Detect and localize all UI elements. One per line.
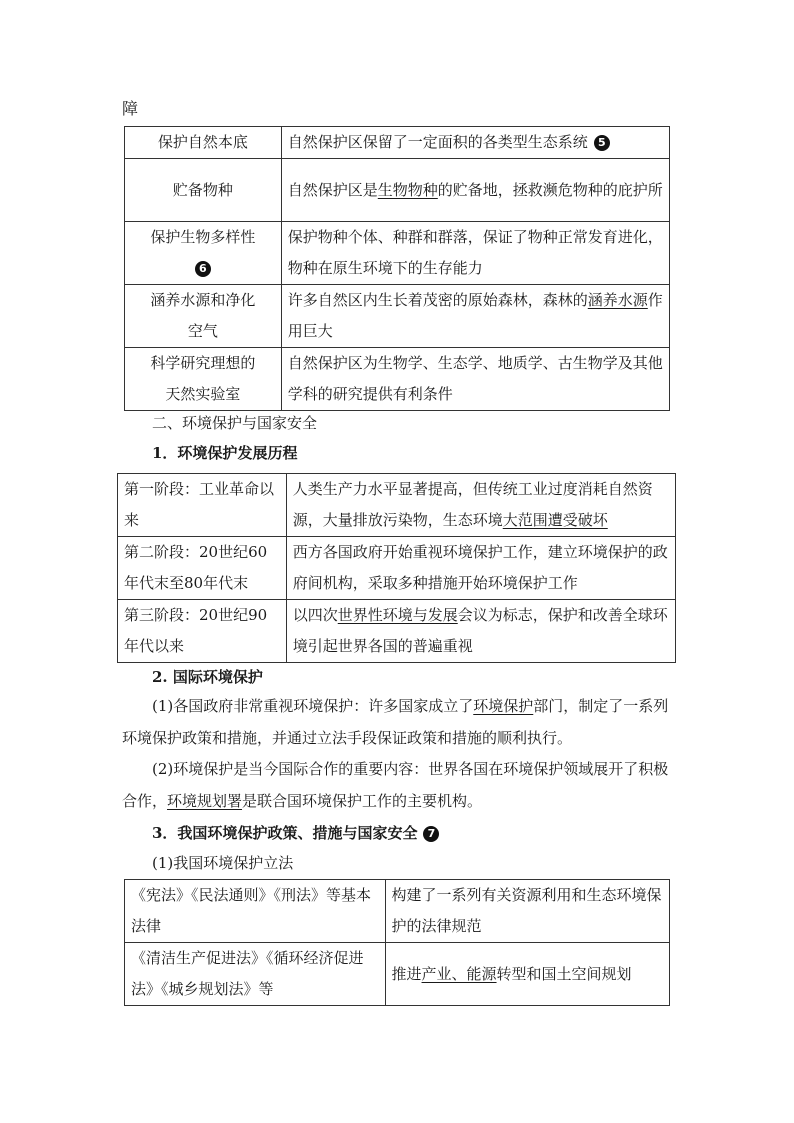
subsection-title: 3．我国环境保护政策、措施与国家安全 7 [152, 822, 439, 843]
table-cell: 《清洁生产促进法》《循环经济促进法》《城乡规划法》等 [125, 943, 386, 1006]
table-row [118, 474, 676, 537]
subsection-title: 2. 国际环境保护 [152, 668, 263, 686]
table-row [125, 222, 670, 285]
table-cell: 西方各国政府开始重视环境保护工作，建立环境保护的政府间机构，采取多种措施开始环境保护工作 [286, 537, 675, 600]
table-row [125, 285, 670, 348]
paragraph: (2)环境保护是当今国际合作的重要内容：世界各国在环境保护领域展开了积极合作，环境规划署是联合国环境保护工作的主要机构。 [122, 760, 669, 810]
table-cell: 贮备物种 [125, 159, 282, 222]
table-cell: 保护物种个体、种群和群落，保证了物种正常发育进化，物种在原生环境下的生存能力 [281, 222, 669, 285]
table-cell: 构建了一系列有关资源利用和生态环境保护的法律规范 [385, 880, 669, 943]
paragraph: (1)各国政府非常重视环境保护：许多国家成立了环境保护部门，制定了一系列环境保护政策和措施，并通过立法手段保证政策和措施的顺利执行。 [122, 697, 669, 747]
intro-fragment: 障 [122, 99, 139, 118]
table-cell: 《宪法》《民法通则》《刑法》等基本法律 [125, 880, 386, 943]
table-row [118, 600, 676, 663]
table-cell: 第三阶段：20世纪90年代以来 [118, 600, 287, 663]
table-cell: 推进产业、能源转型和国土空间规划 [385, 943, 669, 1006]
table-legislation [124, 879, 670, 1006]
marker-5-icon: 5 [594, 135, 610, 151]
table-cell: 涵养水源和净化空气 [125, 285, 282, 348]
subsection-title: 1．环境保护发展历程 [152, 444, 298, 462]
table-row [125, 159, 670, 222]
marker-6-icon: 6 [195, 261, 211, 277]
subsection-heading: (1)我国环境保护立法 [152, 854, 294, 872]
section-title: 二、环境保护与国家安全 [152, 414, 318, 432]
table-row [125, 943, 670, 1006]
table-cell: 保护自然本底 [125, 127, 282, 159]
table-cell: 人类生产力水平显著提高，但传统工业过度消耗自然资源，大量排放污染物，生态环境大范围遭受破坏 [286, 474, 675, 537]
table-row [125, 127, 670, 159]
table-cell: 以四次世界性环境与发展会议为标志，保护和改善全球环境引起世界各国的普遍重视 [286, 600, 675, 663]
table-cell: 自然保护区是生物物种的贮备地，拯救濒危物种的庇护所 [281, 159, 669, 222]
table-cell: 自然保护区保留了一定面积的各类型生态系统 5 [281, 127, 669, 159]
table-cell: 科学研究理想的天然实验室 [125, 348, 282, 411]
table-cell: 保护生物多样性 6 [125, 222, 282, 285]
table-cell: 第一阶段：工业革命以来 [118, 474, 287, 537]
table-cell: 第二阶段：20世纪60年代末至80年代末 [118, 537, 287, 600]
table-row [125, 348, 670, 411]
table-nature-reserve-functions [124, 126, 670, 411]
table-row [118, 537, 676, 600]
marker-7-icon: 7 [423, 826, 439, 842]
table-environment-history [117, 473, 676, 663]
table-cell: 自然保护区为生物学、生态学、地质学、古生物学及其他学科的研究提供有利条件 [281, 348, 669, 411]
table-row [125, 880, 670, 943]
table-cell: 许多自然区内生长着茂密的原始森林，森林的涵养水源作用巨大 [281, 285, 669, 348]
